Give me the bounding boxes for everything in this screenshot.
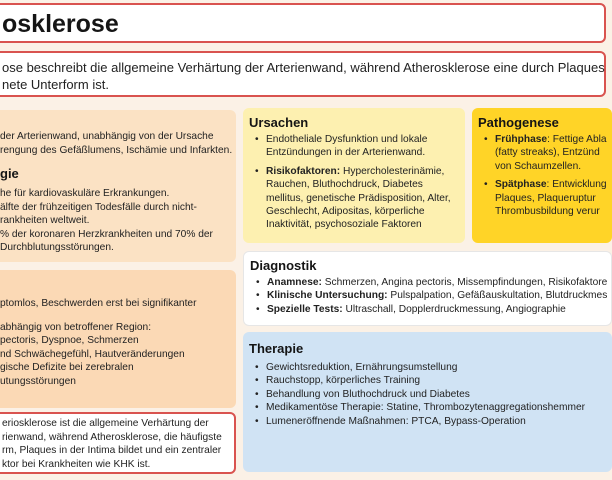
list-item: • Anamnese: Schmerzen, Angina pectoris, Missempfindungen, Risikofaktore: [256, 276, 607, 289]
therapie-list: [255, 361, 585, 428]
summary-line: ktor bei Krankheiten wie KHK ist.: [2, 458, 151, 470]
epidemiology-line: Durchblutungsstörungen.: [0, 242, 114, 253]
symptoms-line: nd Schwächegefühl, Hautveränderungen: [0, 348, 185, 360]
pathogenese-list: [484, 133, 607, 218]
summary-line: eriosklerose ist die allgemeine Verhärtung der: [2, 418, 209, 429]
list-item: • Risikofaktoren: Hypercholesterinämie, Rauchen, Bluthochdruck, Diabetes mellitus, genetische Prädisposition, Alter, Geschlecht, Adipositas, körperliche Inaktivität, psychosoziale Faktoren: [255, 165, 451, 232]
definition-card-text: [0, 130, 232, 157]
list-item: • Rauchstopp, körperliches Training: [255, 374, 585, 387]
definition-line-2: nete Unterform ist.: [2, 77, 109, 92]
definition-card-line: der Arterienwand, unabhängig von der Ursache: [0, 131, 214, 142]
list-item: • Spezielle Tests: Ultraschall, Dopplerdruckmessung, Angiographie: [256, 303, 607, 316]
symptoms-line: gische Defizite bei zerebralen: [0, 362, 134, 373]
summary-card: [0, 412, 236, 474]
diagnostik-heading: Diagnostik: [250, 258, 317, 273]
symptoms-line: [0, 311, 197, 321]
symptoms-text: [0, 297, 197, 388]
epidemiology-line: älfte der frühzeitigen Todesfälle durch nicht-: [0, 201, 197, 213]
list-item: • Behandlung von Bluthochdruck und Diabetes: [255, 388, 585, 401]
definition-line-1: ose beschreibt die allgemeine Verhärtung der Arterienwand, während Atherosklerose eine durch Plaques: [2, 60, 605, 75]
epidemiology-heading: gie: [0, 166, 19, 181]
list-item: • Gewichtsreduktion, Ernährungsumstellung: [255, 361, 585, 374]
epidemiology-line: % der koronaren Herzkrankheiten und 70% der: [0, 228, 213, 240]
list-item: • Klinische Untersuchung: Pulspalpation, Gefäßauskultation, Blutdruckmes: [256, 289, 607, 302]
diagnostik-list: [256, 276, 607, 316]
title-box: [0, 3, 606, 43]
definition-card-line: rengung des Gefäßlumens, Ischämie und Infarkten.: [0, 144, 233, 156]
ursachen-card: [243, 108, 465, 243]
epidemiology-line: he für kardiovaskuläre Erkrankungen.: [0, 188, 170, 199]
pathogenese-card: [472, 108, 612, 243]
list-item: • Medikamentöse Therapie: Statine, Thrombozytenaggregationshemmer: [255, 401, 585, 414]
epidemiology-text: [0, 187, 213, 255]
ursachen-list: [255, 133, 451, 232]
symptoms-line: abhängig von betroffener Region:: [0, 321, 152, 333]
diagnostik-card: [243, 251, 612, 326]
list-item: • Endotheliale Dysfunktion und lokale Entzündungen in der Arterienwand.: [255, 133, 451, 160]
therapie-card: [243, 332, 612, 472]
definition-epidemiology-card: [0, 110, 236, 262]
summary-line: rm, Plaques in der Intima bildet und ein zentraler: [2, 445, 222, 456]
list-item: • Lumeneröffnende Maßnahmen: PTCA, Bypass-Operation: [255, 415, 585, 428]
definition-box: [0, 51, 606, 97]
epidemiology-line: rankheiten weltweit.: [0, 215, 90, 226]
symptoms-line: ptomlos, Beschwerden erst bei signifikanter: [0, 298, 197, 309]
symptoms-card: [0, 270, 236, 408]
therapie-heading: Therapie: [249, 341, 304, 356]
list-item: • Spätphase: Entwicklung Plaques, Plaqueruptur Thrombusbildung verur: [484, 178, 607, 218]
list-item: • Frühphase: Fettige Abla (fatty streaks), Entzünd von Schaumzellen.: [484, 133, 607, 173]
ursachen-heading: Ursachen: [249, 115, 309, 130]
symptoms-line: utungsstörungen: [0, 375, 76, 387]
symptoms-line: pectoris, Dyspnoe, Schmerzen: [0, 335, 139, 346]
summary-text: [2, 417, 222, 471]
summary-line: rienwand, während Atherosklerose, die häufigste: [2, 431, 222, 443]
pathogenese-heading: Pathogenese: [478, 115, 559, 130]
page-title: osklerose: [2, 10, 119, 38]
definition-text: [2, 59, 605, 93]
